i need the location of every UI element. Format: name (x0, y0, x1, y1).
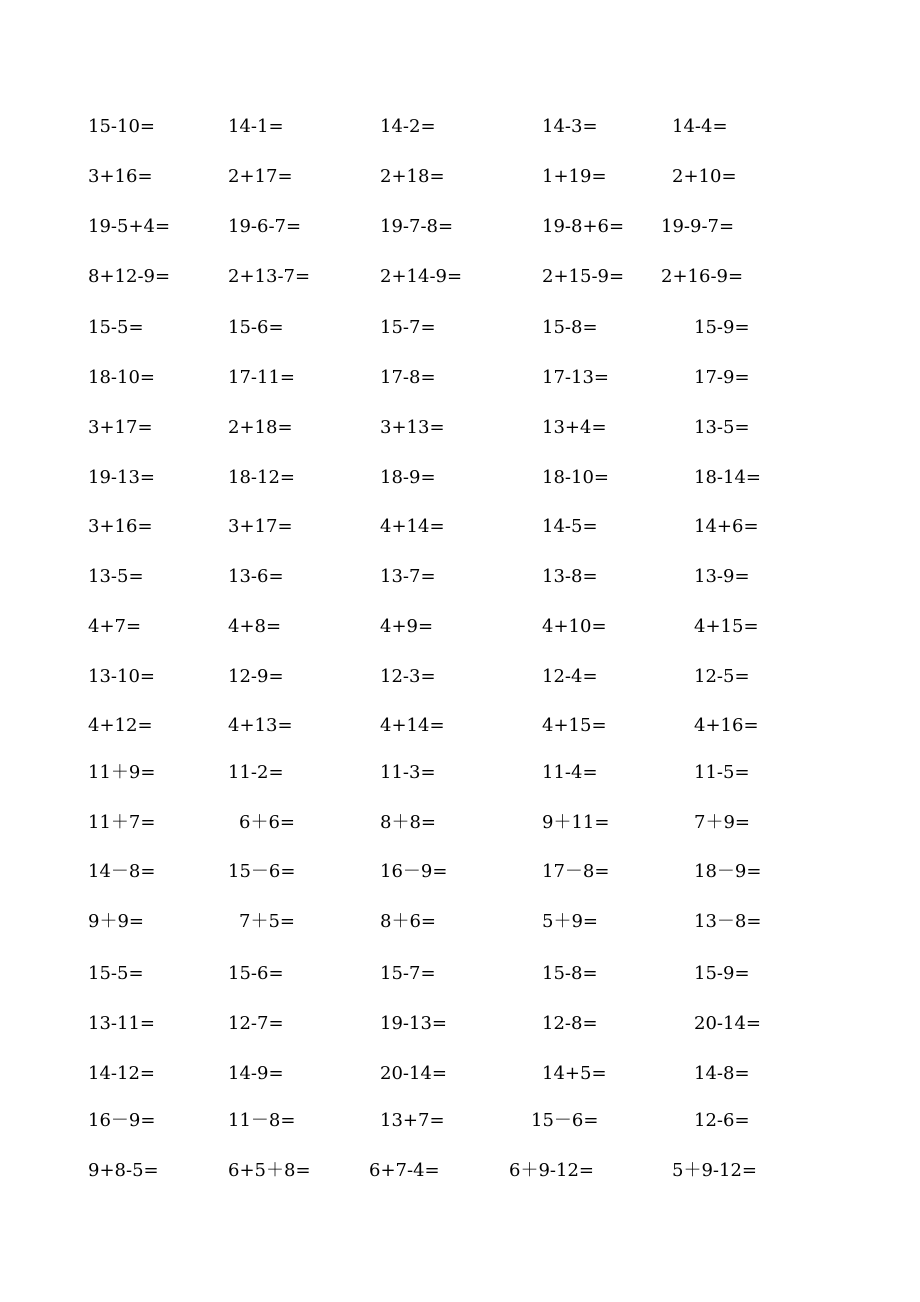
math-problem: 13+7= (380, 1110, 445, 1131)
math-problem: 2+17= (228, 166, 293, 187)
problem-row (0, 265, 920, 289)
problem-row (0, 115, 920, 139)
math-problem: 18－9= (694, 861, 762, 882)
math-problem: 13-5= (694, 417, 750, 438)
math-problem: 17-8= (380, 367, 436, 388)
math-problem: 15-10= (88, 116, 155, 137)
problem-row (0, 665, 920, 689)
math-problem: 15-5= (88, 963, 144, 984)
math-problem: 12-9= (228, 666, 284, 687)
problem-row (0, 565, 920, 589)
math-problem: 4+15= (694, 616, 759, 637)
problem-row (0, 714, 920, 738)
problem-row (0, 1109, 920, 1133)
math-problem: 2+18= (380, 166, 445, 187)
math-problem: 5＋9-12= (672, 1160, 757, 1181)
math-problem: 9＋9= (88, 911, 144, 932)
math-problem: 6＋9-12= (509, 1160, 594, 1181)
math-problem: 12-8= (542, 1013, 598, 1034)
math-problem: 17-13= (542, 367, 609, 388)
math-problem: 11－8= (228, 1110, 296, 1131)
math-problem: 14+6= (694, 516, 759, 537)
math-problem: 15-7= (380, 963, 436, 984)
problem-row (0, 811, 920, 835)
math-problem: 15-8= (542, 317, 598, 338)
problem-row (0, 1062, 920, 1086)
problem-row (0, 1159, 920, 1183)
math-problem: 2+14-9= (380, 266, 463, 287)
math-problem: 13－8= (694, 911, 762, 932)
math-problem: 18-10= (88, 367, 155, 388)
math-problem: 12-4= (542, 666, 598, 687)
math-problem: 3+16= (88, 516, 153, 537)
math-problem: 15-5= (88, 317, 144, 338)
math-problem: 7＋5= (239, 911, 295, 932)
math-problem: 11＋9= (88, 762, 156, 783)
math-problem: 5＋9= (542, 911, 598, 932)
math-problem: 13-7= (380, 566, 436, 587)
math-problem: 7＋9= (694, 812, 750, 833)
math-problem: 14-9= (228, 1063, 284, 1084)
math-problem: 19-8+6= (542, 216, 625, 237)
problem-row (0, 215, 920, 239)
math-problem: 20-14= (380, 1063, 447, 1084)
math-problem: 18-9= (380, 467, 436, 488)
math-problem: 13-8= (542, 566, 598, 587)
math-problem: 9＋11= (542, 812, 610, 833)
math-problem: 13-5= (88, 566, 144, 587)
math-problem: 13+4= (542, 417, 607, 438)
math-problem: 20-14= (694, 1013, 761, 1034)
problem-row (0, 962, 920, 986)
problem-row (0, 1012, 920, 1036)
math-problem: 12-3= (380, 666, 436, 687)
math-problem: 2+16-9= (661, 266, 744, 287)
math-problem: 14-5= (542, 516, 598, 537)
math-problem: 15-7= (380, 317, 436, 338)
math-problem: 11-2= (228, 762, 284, 783)
math-problem: 11-3= (380, 762, 436, 783)
math-problem: 3+17= (228, 516, 293, 537)
problem-row (0, 910, 920, 934)
math-problem: 19-5+4= (88, 216, 171, 237)
math-problem: 14-1= (228, 116, 284, 137)
problem-row (0, 416, 920, 440)
math-problem: 13-6= (228, 566, 284, 587)
math-problem: 17-11= (228, 367, 295, 388)
problem-row (0, 615, 920, 639)
math-problem: 4+14= (380, 516, 445, 537)
math-problem: 6+5＋8= (228, 1160, 311, 1181)
math-problem: 14-8= (694, 1063, 750, 1084)
math-problem: 15-6= (228, 963, 284, 984)
math-problem: 18-14= (694, 467, 761, 488)
math-problem: 2+10= (672, 166, 737, 187)
math-problem: 4+8= (228, 616, 282, 637)
math-problem: 15－6= (531, 1110, 599, 1131)
math-problem: 2+15-9= (542, 266, 625, 287)
math-problem: 2+18= (228, 417, 293, 438)
math-problem: 15-8= (542, 963, 598, 984)
problem-row (0, 366, 920, 390)
math-problem: 3+13= (380, 417, 445, 438)
math-problem: 16－9= (380, 861, 448, 882)
math-problem: 19-9-7= (661, 216, 735, 237)
problem-row (0, 466, 920, 490)
math-problem: 13-11= (88, 1013, 155, 1034)
math-problem: 13-10= (88, 666, 155, 687)
math-problem: 15－6= (228, 861, 296, 882)
problem-row (0, 316, 920, 340)
math-problem: 16－9= (88, 1110, 156, 1131)
math-problem: 17－8= (542, 861, 610, 882)
math-problem: 1+19= (542, 166, 607, 187)
math-problem: 4+10= (542, 616, 607, 637)
math-problem: 8＋8= (380, 812, 436, 833)
problem-row (0, 761, 920, 785)
math-problem: 6＋6= (239, 812, 295, 833)
problem-row (0, 165, 920, 189)
math-problem: 4+14= (380, 715, 445, 736)
math-problem: 3+17= (88, 417, 153, 438)
math-problem: 6+7-4= (369, 1160, 440, 1181)
math-problem: 19-6-7= (228, 216, 302, 237)
math-problem: 4+15= (542, 715, 607, 736)
math-problem: 11-4= (542, 762, 598, 783)
math-problem: 18-10= (542, 467, 609, 488)
math-problem: 8+12-9= (88, 266, 171, 287)
math-problem: 4+7= (88, 616, 142, 637)
math-problem: 15-9= (694, 963, 750, 984)
math-problem: 14-4= (672, 116, 728, 137)
math-problem: 2+13-7= (228, 266, 311, 287)
problem-row (0, 860, 920, 884)
math-problem: 4+9= (380, 616, 434, 637)
math-problem: 11＋7= (88, 812, 156, 833)
math-problem: 19-13= (88, 467, 155, 488)
problem-row (0, 515, 920, 539)
math-problem: 15-6= (228, 317, 284, 338)
math-problem: 4+13= (228, 715, 293, 736)
math-problem: 19-13= (380, 1013, 447, 1034)
math-problem: 12-5= (694, 666, 750, 687)
math-problem: 3+16= (88, 166, 153, 187)
math-problem: 13-9= (694, 566, 750, 587)
math-problem: 9+8-5= (88, 1160, 159, 1181)
math-problem: 14－8= (88, 861, 156, 882)
math-problem: 8＋6= (380, 911, 436, 932)
math-problem: 11-5= (694, 762, 750, 783)
math-problem: 19-7-8= (380, 216, 454, 237)
math-problem: 14-2= (380, 116, 436, 137)
math-problem: 17-9= (694, 367, 750, 388)
math-problem: 15-9= (694, 317, 750, 338)
math-problem: 14+5= (542, 1063, 607, 1084)
math-problem: 14-12= (88, 1063, 155, 1084)
math-problem: 12-6= (694, 1110, 750, 1131)
math-problem: 4+16= (694, 715, 759, 736)
math-problem: 4+12= (88, 715, 153, 736)
math-problem: 18-12= (228, 467, 295, 488)
math-problem: 14-3= (542, 116, 598, 137)
math-problem: 12-7= (228, 1013, 284, 1034)
